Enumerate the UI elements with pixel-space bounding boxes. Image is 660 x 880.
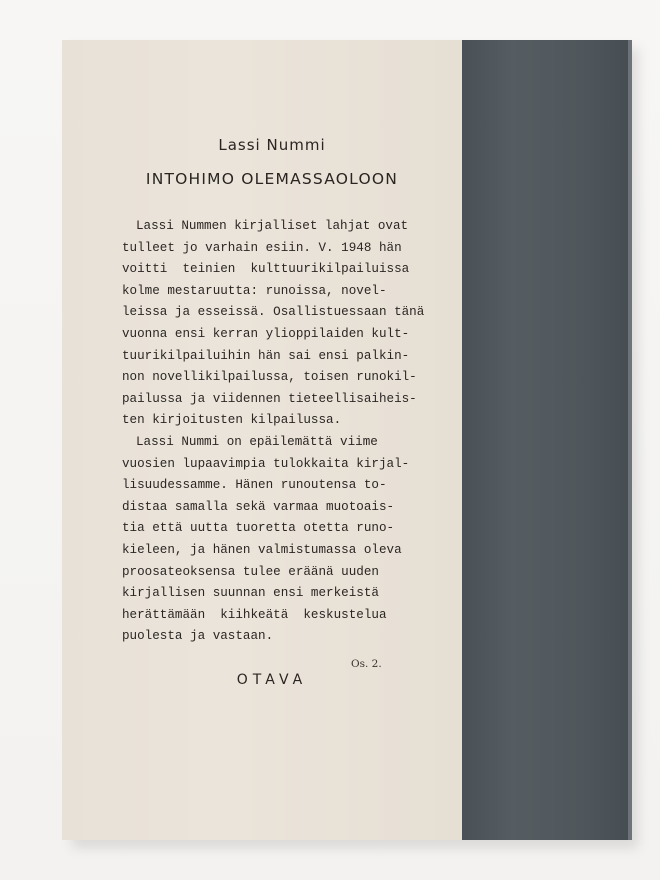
blurb-line: ten kirjoitusten kilpailussa. [122, 413, 342, 428]
blurb-line: herättämään kiihkeätä keskustelua [122, 607, 387, 622]
blurb-paragraph-2 [122, 432, 422, 648]
blurb-line: tuurikilpailuihin hän sai ensi palkin- [122, 348, 410, 363]
cover-text-block [122, 136, 425, 688]
book-title: INTOHIMO OLEMASSAOLOON [145, 170, 399, 188]
blurb-line: lisuudessamme. Hänen runoutensa to- [122, 478, 387, 493]
dark-gray-band [462, 40, 632, 840]
blurb-line: proosateoksensa tulee eräänä uuden [122, 564, 379, 579]
blurb-line: vuosien lupaavimpia tulokkaita kirjal- [122, 456, 410, 471]
blurb-paragraph-1 [122, 216, 425, 432]
blurb-line: puolesta ja vastaan. [122, 629, 274, 644]
blurb-line: vuonna ensi kerran ylioppilaiden kult- [122, 326, 410, 341]
blurb-line: tulleet jo varhain esiin. V. 1948 hän [122, 240, 402, 255]
blurb-line: tia että uutta tuoretta otetta runo- [122, 521, 395, 536]
blurb-line: kieleen, ja hänen valmistumassa oleva [122, 542, 402, 557]
book-back-cover [62, 40, 632, 840]
blurb-line: kirjallisen suunnan ensi merkeistä [122, 586, 379, 601]
author-name: Lassi Nummi [218, 136, 326, 154]
blurb-line: Lassi Nummen kirjalliset lahjat ovat [136, 219, 409, 233]
blurb-line: kolme mestaruutta: runoissa, novel- [122, 283, 387, 298]
publisher-name: OTAVA [236, 671, 308, 688]
blurb-line: Lassi Nummi on epäilemättä viime [136, 434, 378, 449]
blurb-line: non novellikilpailussa, toisen runokil- [122, 370, 417, 385]
band-edge [628, 40, 632, 840]
blurb-line: voitti teinien kulttuurikilpailuissa [122, 262, 410, 277]
blurb-line: leissa ja esseissä. Osallistuessaan tänä [122, 305, 425, 320]
blurb-line: distaa samalla sekä varmaa muotoais- [122, 499, 395, 514]
catalog-code: Os. 2. [351, 658, 382, 670]
blurb-line: pailussa ja viidennen tieteellisaiheis- [122, 391, 417, 406]
